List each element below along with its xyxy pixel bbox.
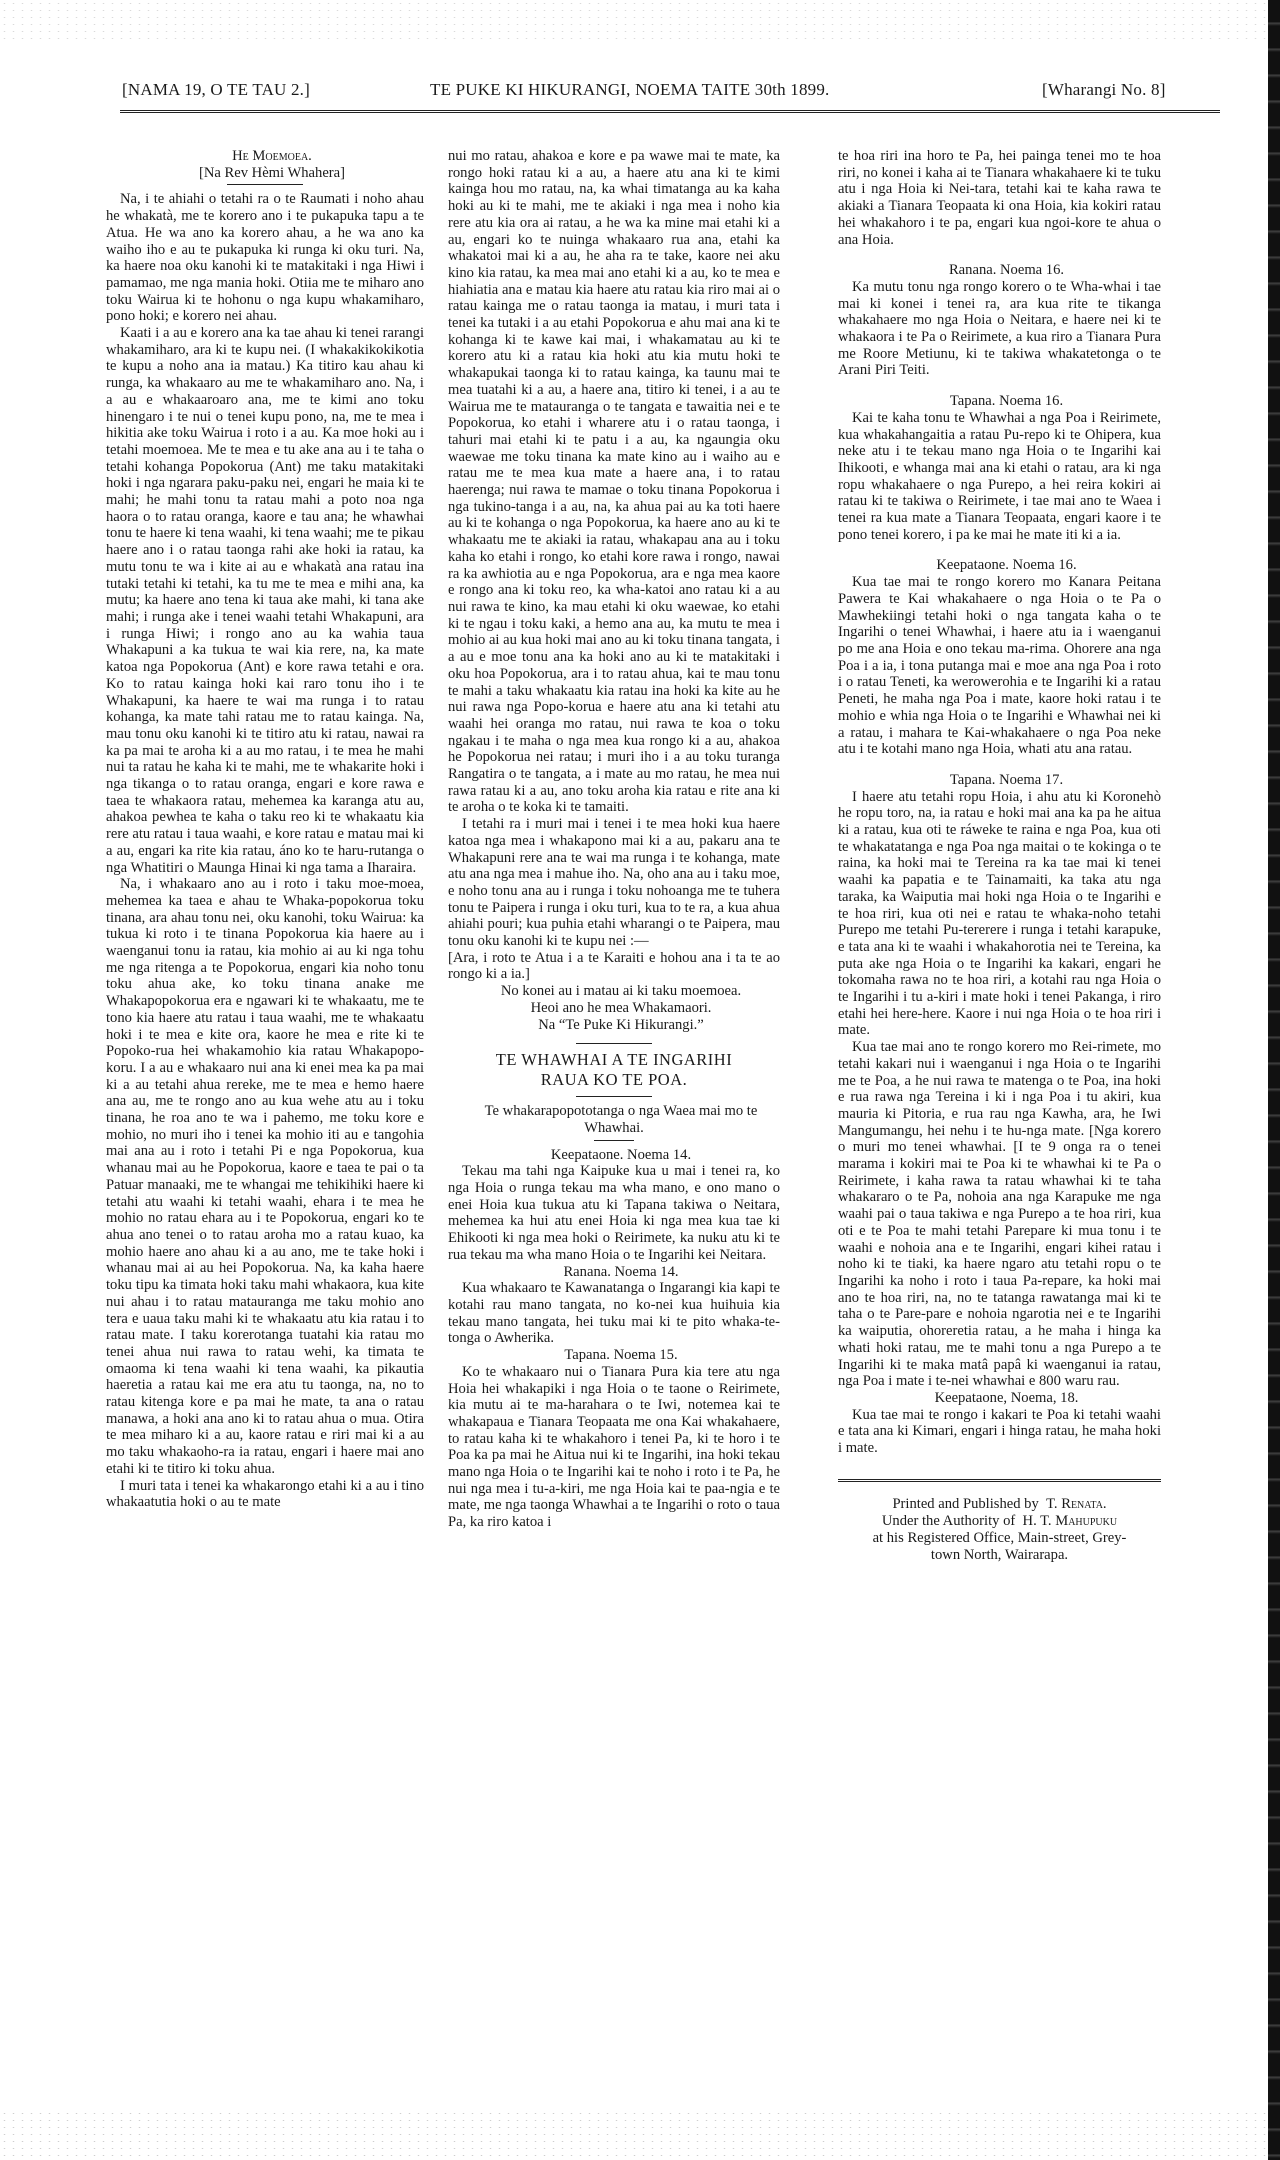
column-2 <box>448 148 780 1531</box>
imprint-label: Printed and Published by <box>892 1495 1039 1512</box>
subtitle-rule <box>594 1140 634 1141</box>
paragraph: Na, i whakaaro ano au i roto i taku moe-moea, mehemea ka taea e ahau te Whaka-popokorua toku tinana, ara ahau tonu nei, oku kanohi, toku Wairua: ka tukua ki roto i te tinana Popokorua kia haere au i waenganui tonu ia ratau, kia mohio ai au ki nga tohu me nga ritenga a te Popokorua, engari kia noho tonu toku ahua ake, ko toku tinana anake me Whakapopokorua era e ngawari ki te whakaatu, me te tono kia haere atu ratau i taua waahi, me te whakaatu hoki i te mea e kite ora, kaore he mea e rite ki te Popoko-rua hei whakamohio kia ratau Whakapopo-koru. I a au e whakaaro nui ana ki enei mea ka pa mai ki a au tetahi ahua rereke, me te mea e hemo haere ana au, me te rongo ano au kua wehe atu au i toku tinana, he roa ano te wa i pahemo, me toku kore e mohio, no muri iho i tenei ka mohio iti au e tangohia mai ana au i roto i tetahi Pi e nga Popokorua, kua whanau mai au he Popokorua, kaore e taea te pai o ta Patuar manaaki, me te whangai me tehikihiki haere ki tetahi atu waahi ki tetahi waahi, ehara i te mea he mohio no ratau ehara au i te Popokorua, engari ko te ahua ano tenei o to ratau aroha mo a ratau kuao, ka mohio haere ano ahau ki a au ano, me te take hoki i whanau mai ai au hei Popokorua. Na, ka kaha haere toku tipu ka timata hoki taku mahi whakaora, kua kite nui ahau i to ratau matauranga me taku mohio ano tera e uaua taku mahi ki te whakaatu atu kia ratau i to ratau mate. I taku korerotanga tuatahi kia ratau mo tenei ahua nui rawa to ratau wehi, ka timata te omaoma ki tena waahi ki tena waahi, ka pikautia haeretia a ratau kai me era atu tu taonga, na, no to ratau kitenga kore e pa mai he mate, ta ana o ratau manawa, a hoki ana ano ki to ratau ahua o mua. Otira te mea miharo ki a au, kaore ratau e riri mai ki a au mo taku whakaoho-ra ia ratau, engari i haere mai ano etahi ki te titiro ki toku ahua. <box>106 876 424 1477</box>
closing-signature: Na “Te Puke Ki Hikurangi.” <box>538 1016 704 1033</box>
page-number: [Wharangi No. 8] <box>1042 80 1166 99</box>
closing-line: Heoi ano he mea Whakamaori. <box>530 999 712 1016</box>
report-text: Kua tae mai te rongo korero mo Kanara Peitana Pawera te Kai whakahaere o nga Hoia o te Pa o Mawhekiingi tetahi hoki o nga tangata kaha o te Ingarihi o tenei Whawhai, i haere atu ia i waenganui po me ana Hoia e ono tekau ma-rima. Ohorere ana nga Poa i a ia, i tona putanga mai e moe ana nga Poa i roto i o ratau Teneti, ka werowerohia e te Ingarihi ki a ratau Peneti, he maha nga Poa i mate, kaore hoki ratau i te mohio e whia nga Hoia o te Ingarihi e Whawhai nei ki a ratau, i mahara te Kai-whakahaere o nga Poa neke atu i te kotahi mano nga Hoia, whati atu ana ratau. <box>838 574 1161 758</box>
column-1 <box>106 148 424 1511</box>
report-text: Ka mutu tonu nga rongo korero o te Wha-whai i tae mai ki konei i tenei ra, ara kua rite te tikanga whakahaere mo nga Hoia o Neitara, e haere nei ki te whakaora i te Pa o Reirimete, a kua riro a Tianara Pura me Roore Metiunu, ki te takiwa whakatetonga o te Arani Piri Teiti. <box>838 278 1161 379</box>
paragraph: te hoa riri ina horo te Pa, hei painga tenei mo te hoa riri, no konei i kaha ai te Tianara whakahaere ki te tuku atu i nga Hoia ki Nei-tara, tetahi kai te kaha rawa te akiaki a Tianara Teopaata ki ona Hoia, kia kokiri ratau hei whakahoro i te pa, engari kua ngoi-kore te ahua o ana Hoia. <box>838 148 1161 248</box>
section-title-line: TE WHAWHAI A TE INGARIHI <box>495 1050 733 1070</box>
paragraph: Kaati i a au e korero ana ka tae ahau ki tenei rarangi whakamiharo, ara ki te kupu nei. (I whakakikokikotia te kupu a noho ana ia matau.) Ka titiro kau ahau ki runga, ka whakaaro au me te whakamiharo ano. Na, i a au e whakaaroaro ana, me te kimi ano toku hinengaro i te nui o tenei kupu pono, na, me te mea i hikitia ake toku Wairua i roto i a au. Ka moe hoki au i tetahi moemoea. Me te mea e tu ake ana au i te taha o tetahi kohanga Popokorua (Ant) me taku matakitaki hoki i nga ngarara paku-paku nei, engari he maia ki te mahi; he mahi tonu ta ratau mahi a poto noa nga haora o to ratau oranga, kaore e tau ana; he whawhai tonu te haere ki tena waahi, ki tena waahi; me te pikau haere ano i o ratau taonga rahi ake hoki ia ratau, ka mutu tonu te wa i kite ai au e whakatà ana ratau ina tutaki tetahi ki tetahi, ka tu me te mea e mihi ana, ka mutu; ka haere ano tena ki taua ake mahi, ki tana ake mahi; i runga ake i tenei waahi tetahi Whakapuni, ara i runga Hiwi; i rongo ano au ka wahia taua Whakapuni a ka tukua te wai kia rere, na, ka mate katoa nga Popokorua (Ant) e kore rawa tetahi e ora. Ko to ratau kainga hoki kai raro tonu iho i te Whakapuni, ka haere te wai ma runga i to ratau kohanga, ka mate tahi ratau me to ratau kainga. Na, mau tonu oku kanohi ki te titiro atu ki ratau, nawai ra ka pa mai te aroha ki a au mo ratau, i te mea he mahi nui ta ratau he kaha ki te mahi, me te whakarite hoki i nga tikanga o to ratau oranga, engari e kore rawa e taea te whakaora ratau, mehemea ka karanga atu au, ahakoa pewhea te kaha o taku reo ki te whakaatu kia rere atu ratau i taua waahi, e kore ratau e matau mai ki a au, engari ka rite kia ratau, áno ko te haru-rutanga o nga Whatitiri o Maunga Hinai ki nga tama a Iharaira. <box>106 325 424 876</box>
report-dateline: Ranana. Noema 14. <box>563 1263 679 1280</box>
report-dateline: Tapana. Noema 15. <box>564 1347 678 1364</box>
article-byline: [Na Rev Hèmi Whahera] <box>198 164 345 181</box>
masthead-rule <box>120 110 1220 113</box>
report-dateline: Tapana. Noema 17. <box>949 771 1064 788</box>
printer-name: T. Renata. <box>1046 1495 1107 1512</box>
section-rule <box>576 1096 652 1097</box>
column-3 <box>838 148 1161 1564</box>
report-dateline: Keepataone, Noema, 18. <box>934 1389 1079 1406</box>
masthead <box>122 80 1222 106</box>
report-text: Tekau ma tahi nga Kaipuke kua u mai i tenei ra, ko nga Hoia o runga tekau ma wha mano, e ono mano o enei Hoia kua tukua atu ki Tapana takiwa o Neitara, mehemea ka hui atu enei Hoia ki nga mea kua tae ki Ehikooti ki nga mea hoki o Reirimete, ka nuku atu ki te rua tekau ma wha mano Hoia o te Ingarihi kei Neitara. <box>448 1163 780 1263</box>
section-title-line: RAUA KO TE POA. <box>540 1070 688 1090</box>
section-subtitle: Te whakarapopototanga o nga Waea mai mo te Whawhai. <box>484 1103 758 1136</box>
authority-name: H. T. Mahupuku <box>1022 1512 1118 1529</box>
report-text: Kua tae mai ano te rongo korero mo Rei-rimete, mo tetahi kakari nui i waenganui i nga Hoia o te Ingarihi me te Poa, a he nui rawa te matenga o te Poa, ina hoki e rua rawa nga Tereina i ki i nga Poa i tu akiri, kua mauria ki Pitoria, e rua rau nga Kawha, ara, he Iwi Mangumangu, hei nehu i te hu-nga mate. [Nga korero o muri mo tenei whawhai. [I te 9 onga ra o tenei marama i kokiri mai te Poa ki te whawhai ki te Pa o Reirimete, i kaha rawa ta ratau whawhai ki te taha whakararo o te Pa, nohoia ana nga Karapuke me nga waahi pai o taua takiwa e nga Purepo a te hoa riri, kua oti e te Poa te mahi tetahi Parepare ki mua tonu i te waahi e nohoia ana e te Ingarihi, engari kihei ratau i noho ki te tiaki, ka haere ngaro atu tetahi ropu o te Ingarihi ka noho i roto i taua Pa-repare, ka hoki mai ano te hoa riri, na, no te tatanga rawatanga mai ki te taha o te Pare-pare e nohoia ngarotia nei e te Ingarihi ka waiputia, ohoreretia ratau, a he maha i hinga ka whati hoki ratau, me te mahi tonu a nga Purepo a te Ingarihi ki te maka matâ papâ ki waenganui ia ratau, nga Poa i mate i te-nei whawhai e 800 waru rau. <box>838 1039 1161 1390</box>
report-dateline: Keepataone. Noema 14. <box>550 1146 692 1163</box>
closing-line: No konei au i matau ai ki taku moemoea. <box>500 983 742 1000</box>
imprint-rule <box>838 1479 1161 1482</box>
section-rule <box>576 1043 652 1044</box>
paragraph: I tetahi ra i muri mai i tenei i te mea hoki kua haere katoa nga mea i whakapono mai ki a au, pakaru ana te Whakapuni rere ana te wai ma runga i te kohanga, mate atu ana nga mea i mahue iho. Na, oho ana au i taku moe, e noho tonu ana au i runga i toku nohoanga me te tuhera tonu te Paipera i runga i oku turi, kua to te ra, a kua ahua ahiahi pouri; kua puhia etahi wharangi o te Paipera, mau tonu oku kanohi ki te kupu nei :— <box>448 816 780 950</box>
heading-rule <box>227 184 303 185</box>
report-dateline: Tapana. Noema 16. <box>949 393 1064 410</box>
newspaper-title-date: TE PUKE KI HIKURANGI, NOEMA TAITE 30th 1899. <box>430 80 830 99</box>
paragraph: nui mo ratau, ahakoa e kore e pa wawe mai te mate, ka rongo hoki ratau ki a au, a haere atu ana ki te kimi kainga hou mo ratau, na, ka whai timatanga au ka kaha hoki au ki te mahi, me te akiaki i nga mea i noho kia rere atu kia ora ai ratau, a he wa ka mine mai etahi ki a au, engari ko te nuinga whakaaro rua ana, etahi ka whakatoi mai ki a au, he aha ra te take, kaore nei aku kino kia ratau, ka mea mai ano etahi ki a au, ko te mea e hiahiatia ana e matau kia haere atu ratau kia riro mai ai o ratau kainga me o ratau taonga ia matau, i muri tata i tenei ka tutaki i a au etahi Popokorua e ahu mai ana ki te kohanga ki te kawe kai mai, i whakamatau au ki te korero atu ki a ratau kia hoki atu kia mutu hoki te whakapukai taonga ki to ratau kainga, ka taunu mai te mea tuatahi ki a au, a haere ana, titiro ki tenei, i a au te Wairua me te matauranga o te tangata e tawaitia nei e te Popokorua, ko etahi i wharere atu i o ratau taonga, i tahuri mai etahi ki te patu i a au, ka ngaungia oku waewae me toku tinana ka mate kino au i waiho au e ratau me te mea kua mate a haere ana, i to ratau haerenga; nui rawa te mamae o toku tinana Popokorua i nga tukino-tanga i a au, na, ka ahua pai au ka toti haere au ki te kohanga o nga Popokorua, ka haere ano au ki te whakaatu me te akiaki ia ratau, whakapau ana au i toku kaha ko etahi i rongo, ko etahi kore rawa i rongo, nawai ra ka awhiotia au e nga Popokorua, ara e nga mea kaore e rongo ana ki toku reo, ka wha-katoi ano ratau ki a au nui rawa te kino, ka mau etahi ki oku waewae, ko etahi ki te ngau i toku kaki, a hemo ana au, ka mutu te mea i mohio ai au kua hoki mai ano au ki toku tinana tangata, i a au e moe tonu ana ka hoki ano au ki te matakitaki i oku hoa Popokorua, ara i to ratau ahua, kai te mau tonu te mahi a taku whakaatu kia ratau ina hoki ka kite au he nui rawa nga Popo-korua e haere atu ana ki tetahi atu waahi hei oranga mo ratau, nui rawa te koa o toku ngakau i te maha o nga mea kua rongo ki a au, ahakoa he Popokorua nei ratau; i muri iho i a au toku turanga Rangatira o te tangata, a i mate au mo ratau, he mea nui rawa ratau ki a au, ano toku aroha kia ratau e rite ana ki te aroha o te koka ki te tamaiti. <box>448 148 780 816</box>
report-text: Kua whakaaro te Kawanatanga o Ingarangi kia kapi te kotahi rau mano tangata, no ko-nei kua huihuia kia tekau mano tangata, hei tuku mai ki te pito whaka-te-tonga o Awherika. <box>448 1280 780 1347</box>
imprint <box>838 1496 1161 1564</box>
paragraph: I muri tata i tenei ka whakarongo etahi ki a au i tino whakaatutia hoki o au te mate <box>106 1477 424 1511</box>
imprint-line: at his Registered Office, Main-street, Grey- <box>872 1529 1127 1546</box>
report-dateline: Keepataone. Noema 16. <box>936 557 1077 574</box>
paper-speckle-top <box>0 0 1268 40</box>
report-text: I haere atu tetahi ropu Hoia, i ahu atu ki Koronehò he ropu toro, na, ia ratau e hoki mai ana ka pa he aitua ki a ratau, kua oti te ráweke te raina e nga Poa, kua oti te whakatatanga e nga Poa nga maitai o te kokinga o te raina, ka hoki mai te Tereina ra ka tae mai ki tenei waahi ka papatia e te Tainamaiti, ka taka atu nga taraka, ka Waiputia mai hoki nga Hoia o te Ingarihi e te hoa riri, kua oti nei e ratau te whaka-noho tetahi Purepo me tetahi Pu-tererere i runga i tetahi karapuke, e tata ana ki te waahi i whakahorotia nei te Tereina, ka puta ake nga Hoia o te Ingarihi ka kakari, engari he tokomaha rawa no te hoa riri, a kotahi rau nga Hoia o te Ingarihi i tu a-kiri i mate hoki i tenei Pakanga, i riro etahi hei here-here. Kaore i nui nga Hoia o te hoa riri i mate. <box>838 788 1161 1039</box>
report-text: Kua tae mai te rongo i kakari te Poa ki tetahi waahi e tata ana ki Kimari, engari i hinga ratau, he maha hoki i mate. <box>838 1406 1161 1457</box>
report-dateline: Ranana. Noema 16. <box>948 262 1065 279</box>
section-title <box>448 1050 780 1090</box>
imprint-line: town North, Wairarapa. <box>930 1546 1069 1563</box>
paragraph: Na, i te ahiahi o tetahi ra o te Raumati i noho ahau he whakatà, me te korero ano i te pukapuka tapu a te Atua. He wa ano ka korero ahau, a he wa ano ka waiho iho e au te pukapuka ki runga ki oku turi. Na, ka haere noa oku kanohi ki te matakitaki i nga Hiwi i pamamao, me nga mania hoki. Otiia me te miharo ano toku Wairua ki te hohonu o nga kupu whakamiharo, pono hoki; e korero nei ahau. <box>106 191 424 325</box>
page-edge-binding <box>1268 0 1280 2160</box>
imprint-line <box>838 1513 1161 1530</box>
scripture-quote: [Ara, i roto te Atua i a te Karaiti e hohou ana i ta te ao rongo ki a ia.] <box>448 949 780 983</box>
report-text: Kai te kaha tonu te Whawhai a nga Poa i Reirimete, kua whakahangaitia a ratau Pu-repo ki te Ohipera, kua neke atu i te tekau mano nga Hoia o te Ingarihi kai Ihikooti, e whanga mai ana ki etahi o ratau, ara ki nga ropu whakahaere o nga Purepo, a hei reira kokiri ai ratau ki te takiwa o Reirimete, i tae mai ano te Waea i tenei ra kua mate a Tianara Teopaata, engari kaore i te pono tenei korero, i pa ke mai he mate iti ki a ia. <box>838 409 1161 543</box>
imprint-label: Under the Authority of <box>881 1512 1016 1529</box>
report-text: Ko te whakaaro nui o Tianara Pura kia tere atu nga Hoia hei whakapiki i nga Hoia o te taone o Reirimete, kia mutu ai te ma-harahara o te Iwi, notemea kai te whakapaua e Tianara Teopaata me ona Kai whakahaere, to ratau kaha ki te whakahoro i tenei Pa, ki te horo i te Poa ka pa mai he Aitua nui ki te Ingarihi, ina hoki tekau mano nga Hoia o te Ingarihi kai te noho i roto i te Pa, he nui nga mea i tu-a-kiri, me nga Hoia kai te paa-ngia e te mate, me nga taonga Whawhai a te Ingarihi o roto o taua Pa, ka riro katoa i <box>448 1363 780 1531</box>
issue-number: [NAMA 19, O TE TAU 2.] <box>122 80 310 99</box>
imprint-line <box>838 1496 1161 1513</box>
article-heading: He Moemoea. <box>232 148 312 164</box>
paper-speckle-bottom <box>0 2110 1268 2160</box>
